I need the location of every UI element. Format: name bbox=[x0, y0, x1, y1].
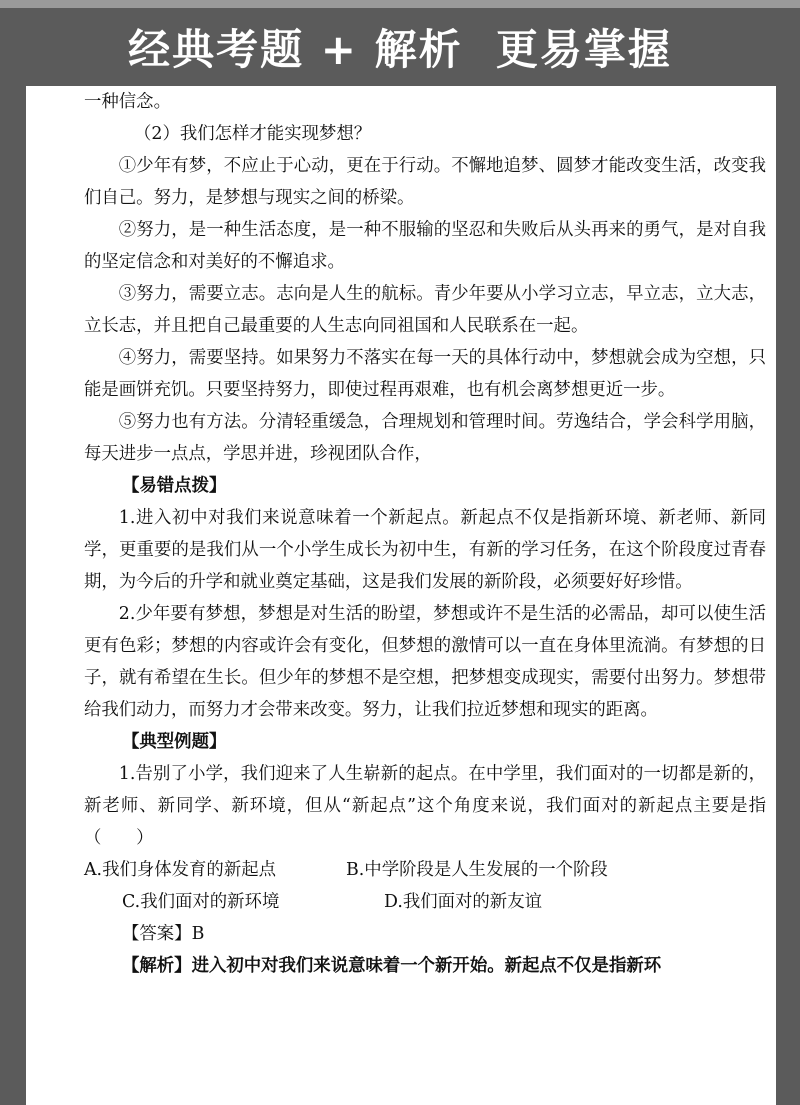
examples-heading: 【典型例题】 bbox=[122, 732, 227, 752]
answer: 【答案】B bbox=[122, 924, 205, 944]
mistake-2: 2.少年要有梦想，梦想是对生活的盼望，梦想或许不是生活的必需品，却可以使生活更有色彩；梦想的内容或许会有变化，但梦想的激情可以一直在身体里流淌。有梦想的日子，就有希望在生长。但少年的梦想不是空想，把梦想变成现实，需要付出努力。梦想带给我们动力，而努力才会带来改变。努力，让我们拉近梦想和现实的距离。 bbox=[84, 604, 766, 720]
option-d: D.我们面对的新友谊 bbox=[384, 892, 542, 912]
option-b: B.中学阶段是人生发展的一个阶段 bbox=[346, 860, 608, 880]
mistakes-heading: 【易错点拨】 bbox=[122, 476, 227, 496]
intro-tail: 一种信念。 bbox=[84, 92, 171, 112]
document-content bbox=[84, 86, 766, 982]
banner-title: 经典考题 + 解析 更易掌握 bbox=[128, 25, 672, 74]
point-3: ③努力，需要立志。志向是人生的航标。青少年要从小学习立志，早立志，立大志，立长志，并且把自己最重要的人生志向同祖国和人民联系在一起。 bbox=[84, 284, 766, 336]
point-1: ①少年有梦，不应止于心动，更在于行动。不懈地追梦、圆梦才能改变生活，改变我们自己。努力，是梦想与现实之间的桥梁。 bbox=[84, 156, 766, 208]
mistake-1: 1.进入初中对我们来说意味着一个新起点。新起点不仅是指新环境、新老师、新同学，更重要的是我们从一个小学生成长为初中生，有新的学习任务，在这个阶段度过青春期，为今后的升学和就业奠定基础，这是我们发展的新阶段，必须要好好珍惜。 bbox=[84, 508, 766, 592]
analysis: 【解析】进入初中对我们来说意味着一个新开始。新起点不仅是指新环 bbox=[122, 956, 662, 976]
option-a: A.我们身体发育的新起点 bbox=[84, 860, 276, 880]
options-row-1 bbox=[84, 854, 766, 886]
document-page bbox=[26, 86, 776, 1105]
option-c: C.我们面对的新环境 bbox=[122, 892, 280, 912]
example-1: 1.告别了小学，我们迎来了人生崭新的起点。在中学里，我们面对的一切都是新的，新老师、新同学、新环境，但从“新起点”这个角度来说，我们面对的新起点主要是指（ ） bbox=[84, 764, 766, 848]
header-banner bbox=[0, 8, 800, 86]
point-5: ⑤努力也有方法。分清轻重缓急，合理规划和管理时间。劳逸结合，学会科学用脑，每天进步一点点，学思并进，珍视团队合作， bbox=[84, 412, 766, 464]
top-band bbox=[0, 0, 800, 8]
point-4: ④努力，需要坚持。如果努力不落实在每一天的具体行动中，梦想就会成为空想，只能是画饼充饥。只要坚持努力，即使过程再艰难，也有机会离梦想更近一步。 bbox=[84, 348, 766, 400]
point-2: ②努力，是一种生活态度，是一种不服输的坚忍和失败后从头再来的勇气，是对自我的坚定信念和对美好的不懈追求。 bbox=[84, 220, 766, 272]
options-row-2 bbox=[84, 886, 766, 918]
question-2: （2）我们怎样才能实现梦想？ bbox=[134, 124, 372, 144]
